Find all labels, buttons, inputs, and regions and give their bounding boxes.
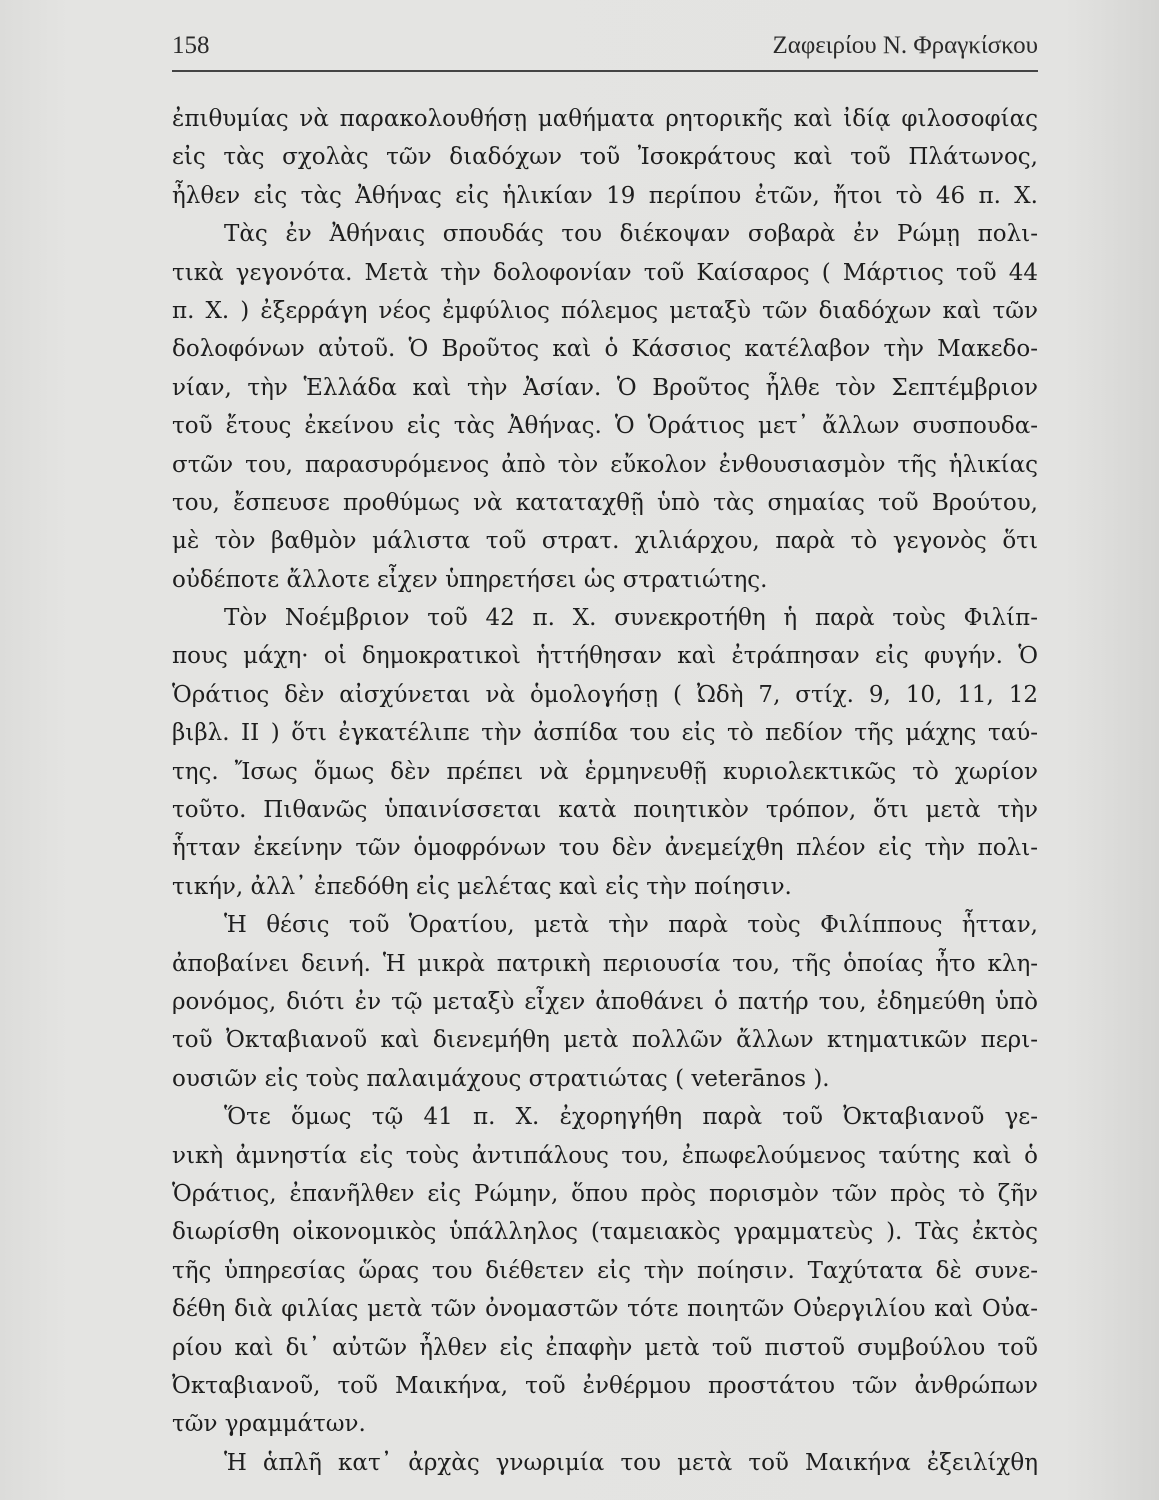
text-line: νίαν, τὴν Ἑλλάδα καὶ τὴν Ἀσίαν. Ὁ Βροῦτος ἦλθε τὸν Σεπτέμβριον — [172, 374, 1038, 401]
text-line: τῆς ὑπηρεσίας ὥρας του διέθετεν εἰς τὴν ποίησιν. Ταχύτατα δὲ συνε- — [172, 1257, 1038, 1284]
text-line: του, ἔσπευσε προθύμως νὰ καταταχθῇ ὑπὸ τὰς σημαίας τοῦ Βρούτου, — [172, 489, 1038, 516]
text-line: ρίου καὶ δι᾽ αὐτῶν ἦλθεν εἰς ἐπαφὴν μετὰ τοῦ πιστοῦ συμβούλου τοῦ — [172, 1334, 1038, 1361]
text-line: οὐδέποτε ἄλλοτε εἶχεν ὑπηρετήσει ὡς στρατιώτης. — [172, 566, 768, 593]
text-line: ρονόμος, διότι ἐν τῷ μεταξὺ εἶχεν ἀποθάνει ὁ πατήρ του, ἐδημεύθη ὑπὸ — [172, 988, 1038, 1015]
text-line: τικὰ γεγονότα. Μετὰ τὴν δολοφονίαν τοῦ Καίσαρος ( Μάρτιος τοῦ 44 — [172, 259, 1038, 286]
text-line: ἐπιθυμίας νὰ παρακολουθήσῃ μαθήματα ρητορικῆς καὶ ἰδίᾳ φιλοσοφίας — [172, 106, 1038, 132]
text-line: ουσιῶν εἰς τοὺς παλαιμάχους στρατιώτας ( veterānos ). — [172, 1065, 830, 1092]
text-line: της. Ἴσως ὅμως δὲν πρέπει νὰ ἑρμηνευθῇ κυριολεκτικῶς τὸ χωρίον — [172, 758, 1038, 785]
text-line: Τὸν Νοέμβριον τοῦ 42 π. Χ. συνεκροτήθη ἡ παρὰ τοὺς Φιλίπ- — [224, 605, 1038, 632]
text-line: τοῦ Ὀκταβιανοῦ καὶ διενεμήθη μετὰ πολλῶν ἄλλων κτηματικῶν περι- — [172, 1027, 1038, 1054]
text-line: Τὰς ἐν Ἀθήναις σπουδάς του διέκοψαν σοβαρὰ ἐν Ρώμῃ πολι- — [224, 221, 1038, 248]
text-line: τοῦτο. Πιθανῶς ὑπαινίσσεται κατὰ ποιητικὸν τρόπον, ὅτι μετὰ τὴν — [172, 797, 1038, 824]
text-line: Ἡ θέσις τοῦ Ὁρατίου, μετὰ τὴν παρὰ τοὺς Φιλίππους ἧτταν, — [224, 912, 1038, 939]
text-line: τῶν γραμμάτων. — [172, 1411, 366, 1438]
text-line: Ὁράτιος, ἐπανῆλθεν εἰς Ρώμην, ὅπου πρὸς πορισμὸν τῶν πρὸς τὸ ζῆν — [172, 1180, 1038, 1207]
text-line: μὲ τὸν βαθμὸν μάλιστα τοῦ στρατ. χιλιάρχου, παρὰ τὸ γεγονὸς ὅτι — [172, 528, 1038, 555]
text-line: ἧτταν ἐκείνην τῶν ὁμοφρόνων του δὲν ἀνεμείχθη πλέον εἰς τὴν πολι- — [172, 835, 1038, 862]
text-line: νικὴ ἀμνηστία εἰς τοὺς ἀντιπάλους του, ἐπωφελούμενος ταύτης καὶ ὁ — [172, 1142, 1038, 1169]
page-header — [172, 32, 1038, 72]
text-line: Ὀκταβιανοῦ, τοῦ Μαικήνα, τοῦ ἐνθέρμου προστάτου τῶν ἀνθρώπων — [172, 1372, 1038, 1399]
text-line: δέθη διὰ φιλίας μετὰ τῶν ὀνομαστῶν τότε ποιητῶν Οὐεργιλίου καὶ Οὐα- — [172, 1296, 1038, 1323]
text-line: βιβλ. ΙΙ ) ὅτι ἐγκατέλιπε τὴν ἀσπίδα του εἰς τὸ πεδίον τῆς μάχης ταύ- — [172, 720, 1038, 747]
text-line: τοῦ ἔτους ἐκείνου εἰς τὰς Ἀθήνας. Ὁ Ὁράτιος μετ᾽ ἄλλων συσπουδα- — [172, 413, 1038, 440]
page-number: 158 — [172, 32, 210, 59]
text-line: στῶν του, παρασυρόμενος ἀπὸ τὸν εὔκολον ἐνθουσιασμὸν τῆς ἡλικίας — [172, 451, 1038, 478]
text-line: Ἡ ἁπλῆ κατ᾽ ἀρχὰς γνωριμία του μετὰ τοῦ Μαικήνα ἐξειλίχθη — [224, 1449, 1038, 1476]
text-line: Ὁράτιος δὲν αἰσχύνεται νὰ ὁμολογήσῃ ( Ὠδὴ 7, στίχ. 9, 10, 11, 12 — [172, 681, 1038, 708]
text-line: πους μάχη· οἱ δημοκρατικοὶ ἡττήθησαν καὶ ἐτράπησαν εἰς φυγήν. Ὁ — [172, 643, 1038, 670]
text-line: τικήν, ἀλλ᾽ ἐπεδόθη εἰς μελέτας καὶ εἰς τὴν ποίησιν. — [172, 873, 792, 900]
text-line: διωρίσθη οἰκονομικὸς ὑπάλληλος (ταμειακὸς γραμματεὺς ). Τὰς ἐκτὸς — [172, 1219, 1038, 1246]
text-line: ἦλθεν εἰς τὰς Ἀθήνας εἰς ἡλικίαν 19 περίπου ἐτῶν, ἤτοι τὸ 46 π. Χ. — [172, 182, 1038, 209]
text-line: δολοφόνων αὐτοῦ. Ὁ Βροῦτος καὶ ὁ Κάσσιος κατέλαβον τὴν Μακεδο- — [172, 336, 1038, 363]
text-line: εἰς τὰς σχολὰς τῶν διαδόχων τοῦ Ἰσοκράτους καὶ τοῦ Πλάτωνος, — [172, 144, 1038, 171]
text-line: π. Χ. ) ἐξερράγη νέος ἐμφύλιος πόλεμος μεταξὺ τῶν διαδόχων καὶ τῶν — [172, 297, 1038, 324]
body-text — [172, 100, 1038, 1482]
text-line: Ὅτε ὅμως τῷ 41 π. Χ. ἐχορηγήθη παρὰ τοῦ Ὀκταβιανοῦ γε- — [224, 1104, 1038, 1131]
running-head: Ζαφειρίου Ν. Φραγκίσκου — [772, 32, 1038, 59]
text-line: ἀποβαίνει δεινή. Ἡ μικρὰ πατρικὴ περιουσία του, τῆς ὁποίας ἦτο κλη- — [172, 950, 1038, 977]
